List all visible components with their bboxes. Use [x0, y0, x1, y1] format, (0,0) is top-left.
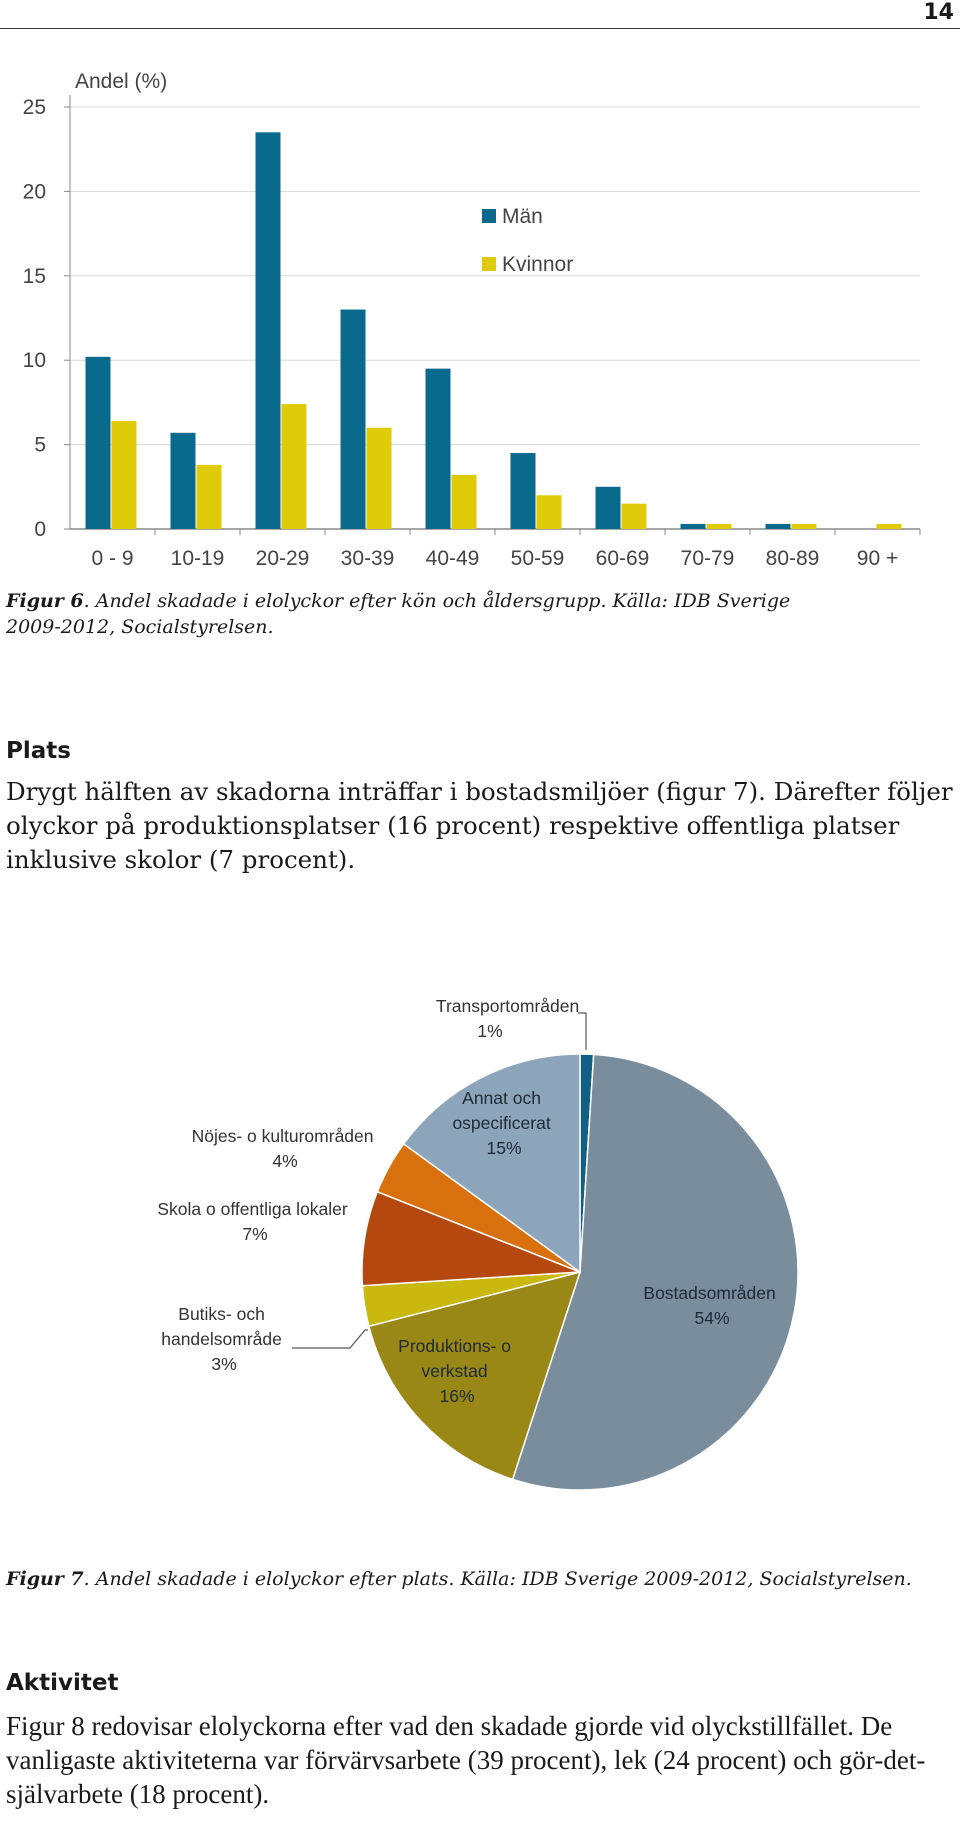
bar-kvinnor	[282, 404, 307, 529]
bar-kvinnor	[112, 421, 137, 529]
label-bostad: Bostadsområden 54%	[643, 1283, 776, 1328]
label-annat: Annat och ospecificerat 15%	[452, 1088, 551, 1158]
bar-kvinnor	[197, 465, 222, 529]
bar-man	[426, 369, 451, 529]
label-produktion: Produktions- o verkstad 16%	[398, 1336, 511, 1406]
x-tick-label: 90 +	[856, 547, 899, 570]
bar-man	[341, 310, 366, 529]
legend-label: Män	[502, 205, 543, 228]
x-tick-label: 80-89	[765, 547, 820, 570]
bar-kvinnor	[622, 504, 647, 529]
section-heading-plats: Plats	[6, 738, 71, 764]
x-tick-label: 0 - 9	[91, 547, 134, 570]
legend-swatch	[482, 209, 496, 223]
bar-kvinnor	[537, 495, 562, 529]
bar-man	[766, 524, 791, 529]
bar-kvinnor	[877, 524, 902, 529]
y-tick-label: 25	[22, 96, 46, 119]
bar-man	[171, 433, 196, 529]
legend-label: Kvinnor	[502, 253, 574, 276]
butik-leader-line	[292, 1330, 368, 1348]
label-nojes: Nöjes- o kulturområden 4%	[191, 1126, 374, 1171]
aktivitet-paragraph: Figur 8 redovisar elolyckorna efter vad den skadade gjorde vid olyckstillfället. De vanligaste aktiviteterna var förvärvsarbete (39 procent), lek (24 procent) och gör-det-självarbete (18 procent).	[6, 1711, 926, 1809]
y-tick-label: 15	[22, 264, 46, 288]
y-tick-label: 10	[22, 349, 46, 373]
figure-7-label: Figur 7	[6, 1568, 84, 1590]
figure-7-text: . Andel skadade i elolyckor efter plats. Källa: IDB Sverige 2009-2012, Socialstyrelsen.	[83, 1568, 912, 1590]
section-heading-aktivitet: Aktivitet	[6, 1670, 119, 1696]
bar-kvinnor	[707, 524, 732, 529]
x-tick-label: 10-19	[170, 547, 225, 570]
x-tick-label: 70-79	[680, 547, 735, 570]
plats-paragraph: Drygt hälften av skadorna inträffar i bostadsmiljöer (figur 7). Därefter följer olyckor på produktionsplatser (16 procent) respektive offentliga platser inklusive skolor (7 procent).	[6, 777, 953, 874]
age-gender-bar-chart	[0, 55, 940, 575]
figure-7-caption	[6, 1566, 956, 1592]
bar-man	[86, 357, 111, 529]
bar-man	[511, 453, 536, 529]
x-tick-label: 60-69	[595, 547, 650, 570]
figure-6-label: Figur 6	[6, 590, 84, 612]
x-tick-label: 20-29	[255, 547, 310, 570]
bar-man	[256, 132, 281, 529]
y-axis-label: Andel (%)	[75, 70, 168, 93]
label-skola: Skola o offentliga lokaler 7%	[157, 1199, 348, 1244]
bar-kvinnor	[452, 475, 477, 529]
bar-kvinnor	[367, 428, 392, 529]
header-rule	[0, 28, 960, 29]
legend-swatch	[482, 257, 496, 271]
figure-6-caption	[6, 588, 806, 640]
bar-man	[681, 524, 706, 529]
location-pie-chart	[100, 990, 840, 1510]
x-tick-label: 50-59	[510, 547, 565, 570]
x-tick-label: 30-39	[340, 547, 395, 570]
x-tick-label: 40-49	[425, 547, 480, 570]
y-tick-label: 20	[22, 180, 46, 204]
page-number: 14	[923, 0, 954, 25]
bar-kvinnor	[792, 524, 817, 529]
y-tick-label: 0	[34, 518, 46, 541]
y-tick-label: 5	[34, 433, 46, 457]
figure-6-text: . Andel skadade i elolyckor efter kön och åldersgrupp. Källa: IDB Sverige 2009-2012, Socialstyrelsen.	[6, 590, 791, 638]
bar-man	[596, 487, 621, 529]
label-transport: Transportområden 1%	[435, 996, 580, 1041]
transport-leader-line	[578, 1013, 586, 1050]
label-butik: Butiks- och handelsområde 3%	[161, 1304, 282, 1374]
